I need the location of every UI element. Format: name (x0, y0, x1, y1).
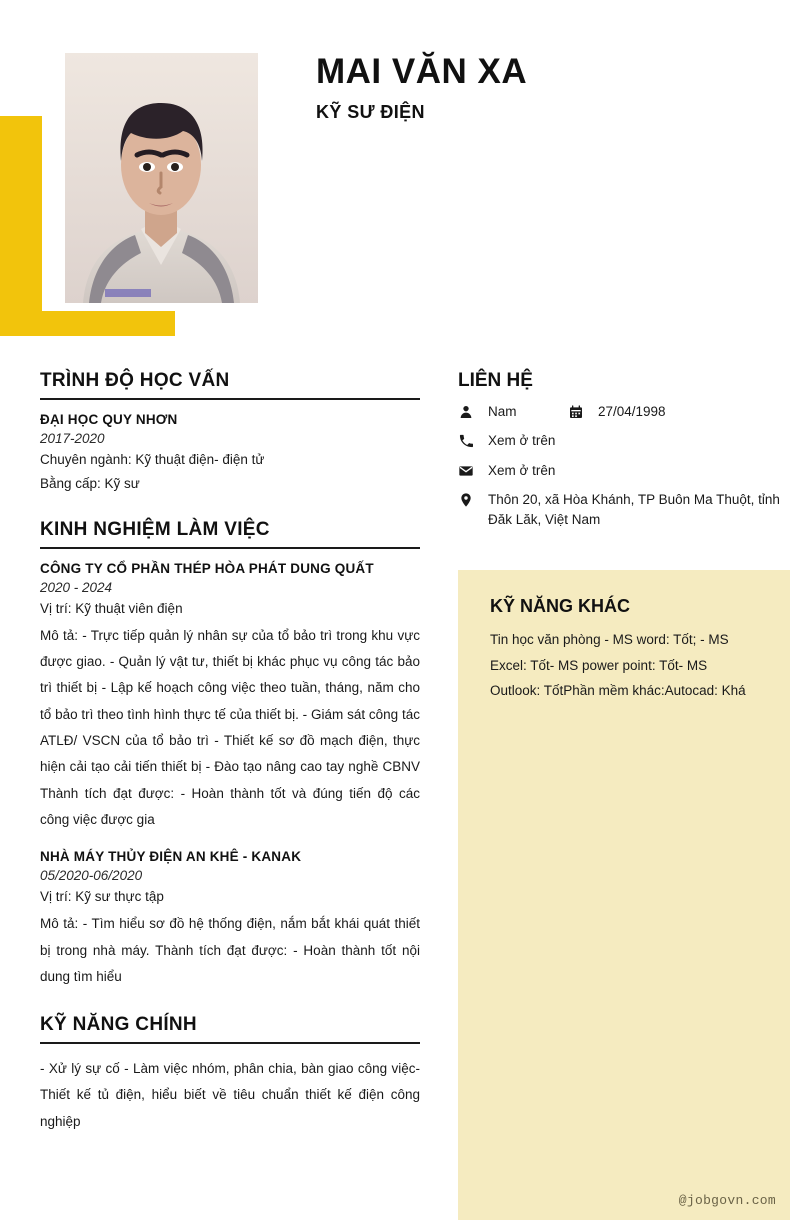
left-column (40, 370, 420, 1135)
location-pin-icon (458, 490, 478, 508)
education-org: ĐẠI HỌC QUY NHƠN (40, 412, 178, 427)
experience-date: 05/2020-06/2020 (40, 868, 143, 884)
education-date: 2017-2020 (40, 431, 105, 446)
envelope-icon (458, 461, 478, 479)
contact-gender (458, 402, 568, 422)
phone-icon (458, 431, 478, 449)
contact-row-email (458, 461, 790, 481)
name-block (316, 52, 756, 123)
section-title-education: TRÌNH ĐỘ HỌC VẤN (40, 370, 230, 391)
section-title-main-skills: KỸ NĂNG CHÍNH (40, 1014, 197, 1036)
experience-entry (40, 849, 420, 990)
person-icon (458, 402, 478, 420)
experience-org: NHÀ MÁY THỦY ĐIỆN AN KHÊ - KANAK (40, 849, 302, 865)
other-skills-body: Tin học văn phòng - MS word: Tốt; - MS Excel: Tốt- MS power point: Tốt- MS Outlook: TốtPhần mềm khác:Autocad: Khá (490, 632, 746, 699)
experience-description: Mô tả: - Tìm hiểu sơ đồ hệ thống điện, nắm bắt khái quát thiết bị trong nhà máy. Thành tích đạt được: - Hoàn thành tốt nội dung tìm hiểu (40, 916, 420, 984)
contact-birthday-value: 27/04/1998 (598, 404, 666, 419)
experience-description: Mô tả: - Trực tiếp quản lý nhân sự của tổ bảo trì trong khu vực được giao. - Quản lý vật tư, thiết bị khác phục vụ công tác bảo trì thiết bị - Lập kế hoạch công việc theo tuần, tháng, năm cho tổ bảo trì theo tình hình thực tế của thiết bị. - Giám sát công tác ATLĐ/ VSCN của tổ bảo trì - Thiết kế sơ đồ mạch điện, thực hiện cải tạo cải tiến thiết bị - Đào tạo nâng cao tay nghề CBNV Thành tích đạt được: - Hoàn thành tốt và đúng tiến độ các công việc được gia (40, 627, 420, 827)
experience-position: Vị trí: Kỹ sư thực tập (40, 889, 164, 905)
portrait-photo-icon (65, 53, 258, 303)
contact-row-gender-birthday (458, 402, 790, 422)
other-skills-panel (458, 570, 790, 1220)
contact-phone-value: Xem ở trên (488, 433, 556, 449)
experience-position: Vị trí: Kỹ thuật viên điện (40, 600, 183, 616)
section-title-experience: KINH NGHIỆM LÀM VIỆC (40, 518, 270, 540)
experience-org: CÔNG TY CỔ PHẦN THÉP HÒA PHÁT DUNG QUẤT (40, 560, 374, 576)
experience-entry (40, 561, 420, 833)
watermark: @jobgovn.com (678, 1193, 776, 1208)
contact-gender-value: Nam (488, 404, 517, 419)
experience-date: 2020 - 2024 (40, 579, 113, 595)
contact-address-value: Thôn 20, xã Hòa Khánh, TP Buôn Ma Thuột, tỉnh Đăk Lăk, Việt Nam (488, 491, 780, 527)
section-divider-experience (40, 547, 420, 549)
section-title-other-skills: KỸ NĂNG KHÁC (490, 596, 631, 616)
cv-header (0, 0, 790, 345)
education-entry (40, 412, 420, 495)
job-title: KỸ SƯ ĐIỆN (316, 102, 425, 123)
main-skills-body: - Xử lý sự cố - Làm việc nhóm, phân chia, bàn giao công việc- Thiết kế tủ điện, hiểu biết về tiêu chuẩn thiết kế điện công nghiệp (40, 1061, 420, 1129)
section-divider-education (40, 398, 420, 400)
page-title: MAI VĂN XA (316, 52, 528, 91)
section-divider-main-skills (40, 1042, 420, 1044)
calendar-icon (568, 402, 588, 420)
section-title-contact: LIÊN HỆ (458, 370, 533, 391)
contact-email-value: Xem ở trên (488, 462, 556, 478)
contact-birthday (568, 402, 790, 422)
education-major: Chuyên ngành: Kỹ thuật điện- điện tử (40, 452, 265, 467)
right-column (458, 370, 790, 539)
education-degree: Bằng cấp: Kỹ sư (40, 475, 140, 491)
avatar (65, 53, 258, 303)
contact-row-address (458, 490, 790, 531)
contact-row-phone (458, 431, 790, 451)
